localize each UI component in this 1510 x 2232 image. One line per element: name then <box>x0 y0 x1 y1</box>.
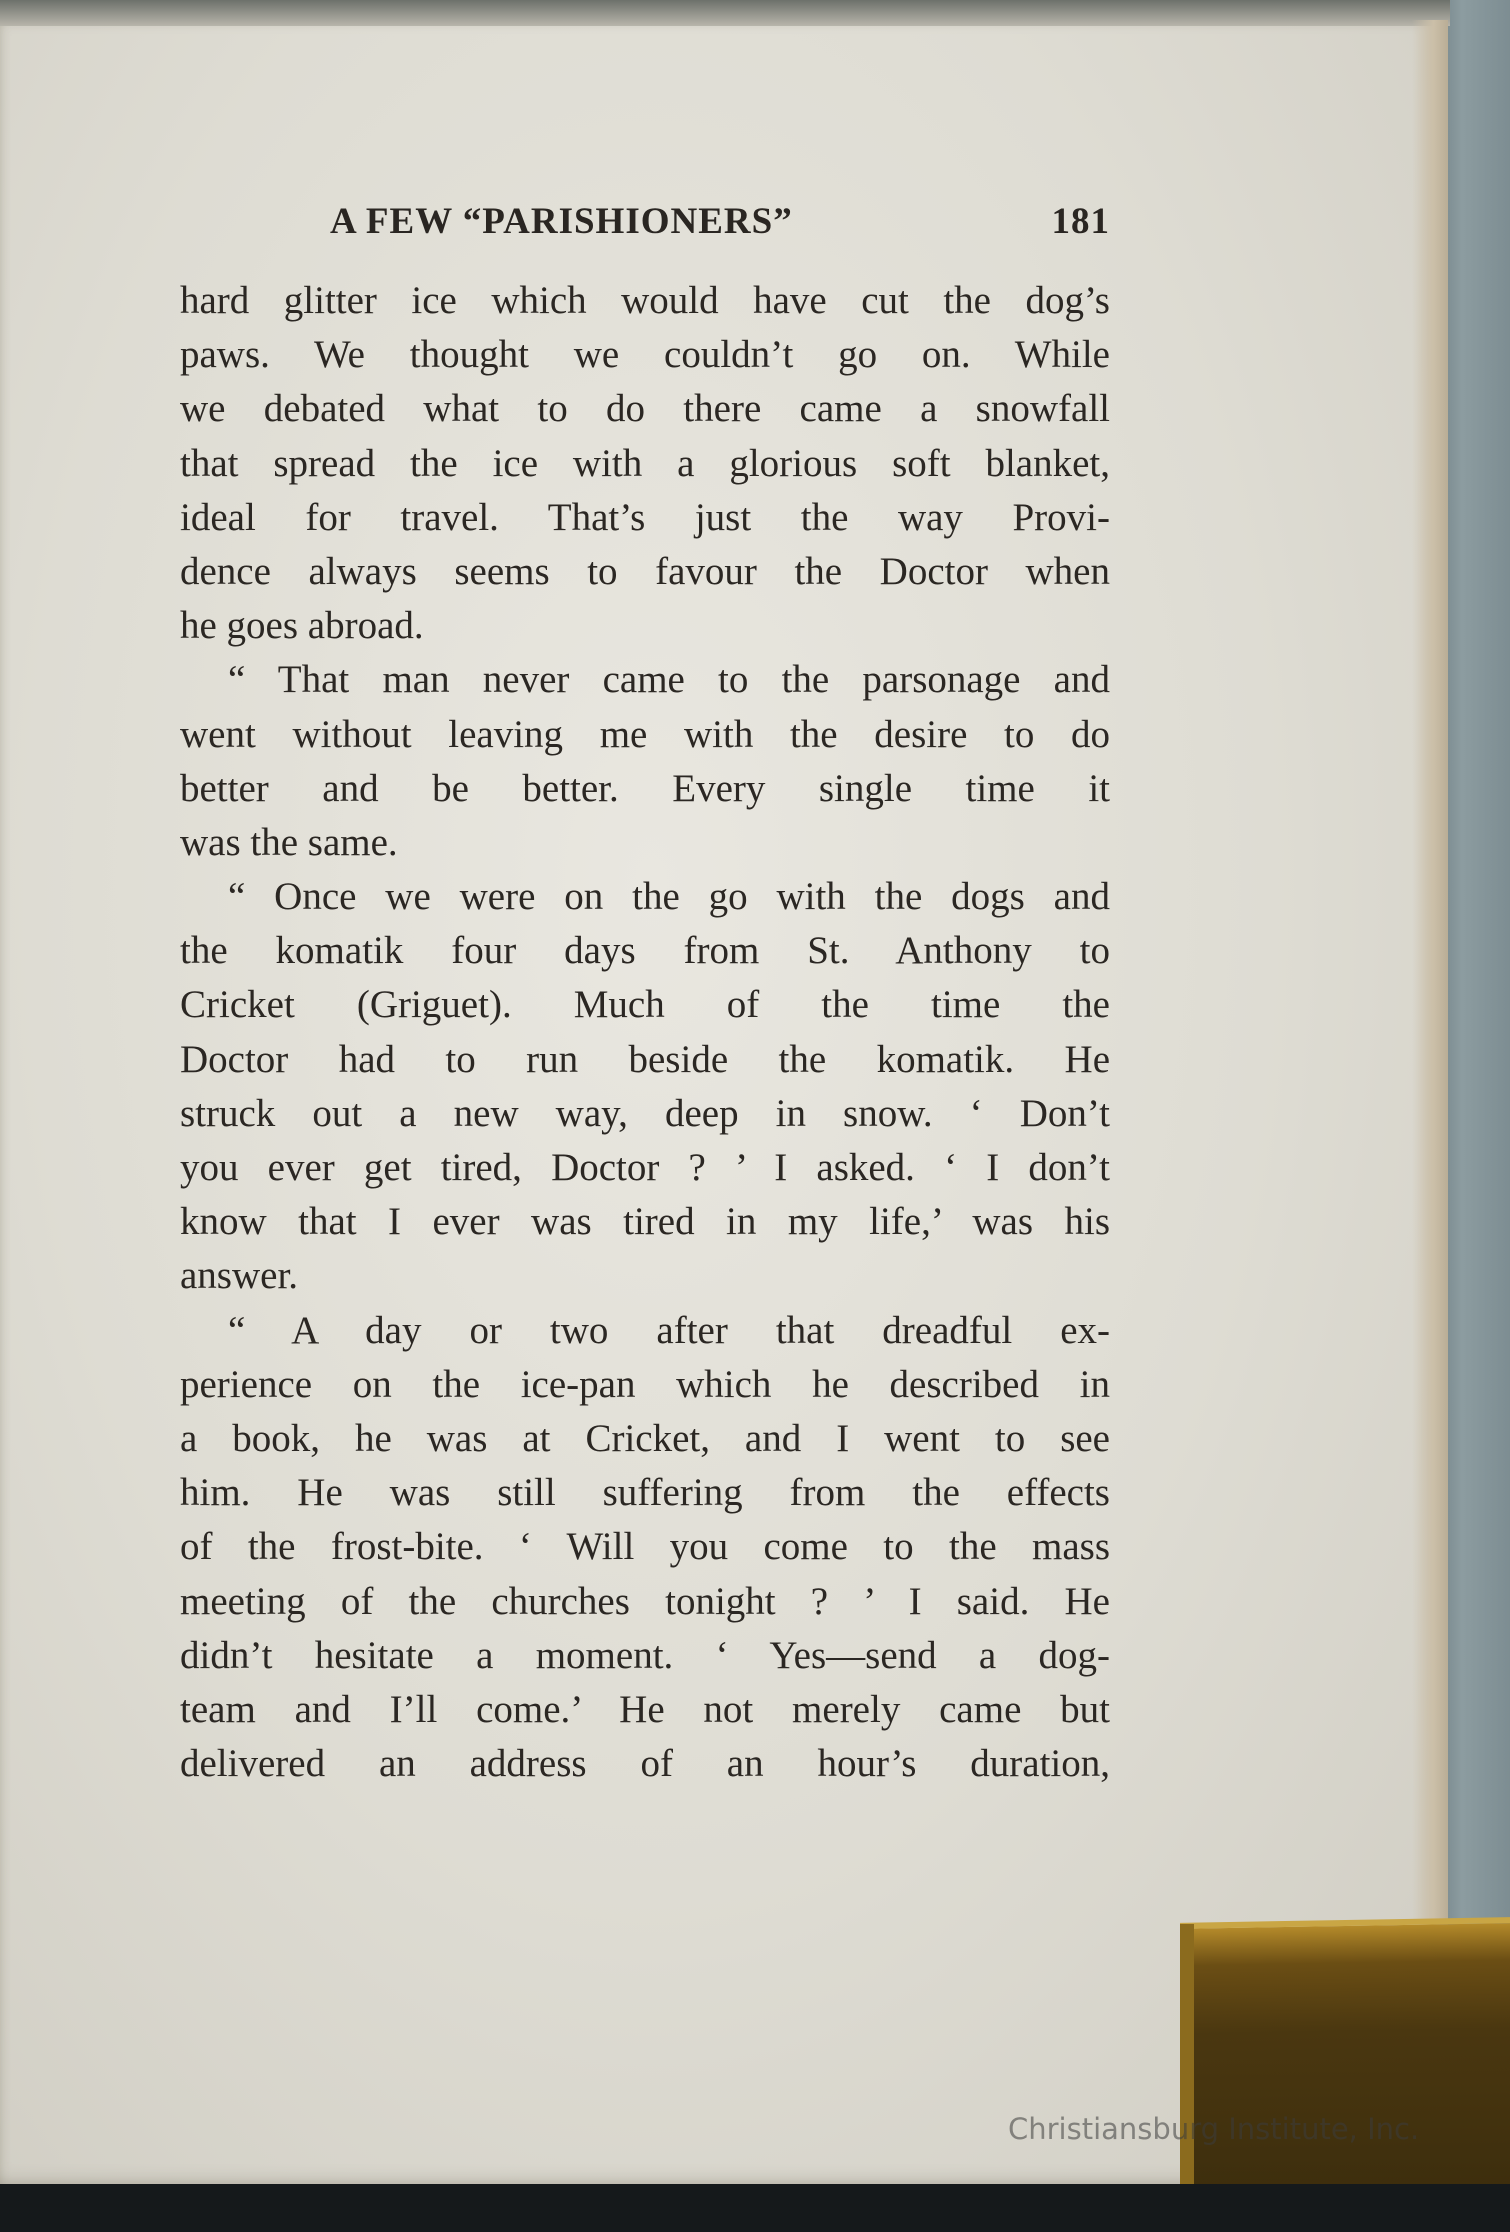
text-line: of the frost-bite. ‘ Will you come to the mass <box>180 1525 1110 1569</box>
text-line: he goes abroad. <box>180 604 424 648</box>
text-line: meeting of the churches tonight ? ’ I said. He <box>180 1579 1110 1623</box>
text-line: him. He was still suffering from the effects <box>180 1471 1110 1515</box>
text-line: dence always seems to favour the Doctor when <box>180 549 1110 593</box>
bottom-shadow <box>0 2184 1510 2232</box>
brass-page-holder <box>1180 1917 1510 2193</box>
text-line: Doctor had to run beside the komatik. He <box>180 1037 1110 1081</box>
text-line: we debated what to do there came a snowfall <box>180 387 1110 431</box>
watermark: Christiansburg Institute, Inc. <box>1008 2112 1420 2146</box>
text-line: you ever get tired, Doctor ? ’ I asked. ‘ I don’t <box>180 1146 1110 1189</box>
text-line: “ That man never came to the parsonage and <box>228 658 1110 702</box>
running-title: A FEW “PARISHIONERS” <box>330 201 793 242</box>
page-fore-edge <box>1412 20 1448 1920</box>
text-line: know that I ever was tired in my life,’ was his <box>180 1200 1110 1244</box>
text-line: struck out a new way, deep in snow. ‘ Don’t <box>180 1091 1110 1135</box>
text-line: “ A day or two after that dreadful ex- <box>228 1308 1110 1352</box>
running-header <box>330 200 1110 260</box>
text-line: a book, he was at Cricket, and I went to see <box>180 1416 1110 1460</box>
text-line: didn’t hesitate a moment. ‘ Yes—send a dog- <box>180 1633 1110 1677</box>
text-line: Cricket (Griguet). Much of the time the <box>180 983 1110 1027</box>
text-line: perience on the ice-pan which he described in <box>180 1362 1110 1406</box>
text-line: went without leaving me with the desire to do <box>180 712 1110 756</box>
text-line: answer. <box>180 1254 299 1298</box>
text-line: team and I’ll come.’ He not merely came but <box>180 1687 1110 1731</box>
text-line: “ Once we were on the go with the dogs and <box>228 875 1110 919</box>
text-line: paws. We thought we couldn’t go on. While <box>180 333 1110 377</box>
page-number: 181 <box>1051 201 1110 242</box>
text-line: delivered an address of an hour’s duration, <box>180 1742 1110 1786</box>
page-top-edge <box>0 0 1450 26</box>
text-line: hard glitter ice which would have cut the dog’s <box>180 279 1110 322</box>
body-text <box>180 274 1110 1791</box>
text-line: the komatik four days from St. Anthony to <box>180 929 1110 973</box>
text-line: better and be better. Every single time it <box>180 766 1110 810</box>
text-line: that spread the ice with a glorious soft blanket, <box>180 441 1110 485</box>
text-line: ideal for travel. That’s just the way Provi- <box>180 495 1110 539</box>
text-line: was the same. <box>180 820 398 864</box>
